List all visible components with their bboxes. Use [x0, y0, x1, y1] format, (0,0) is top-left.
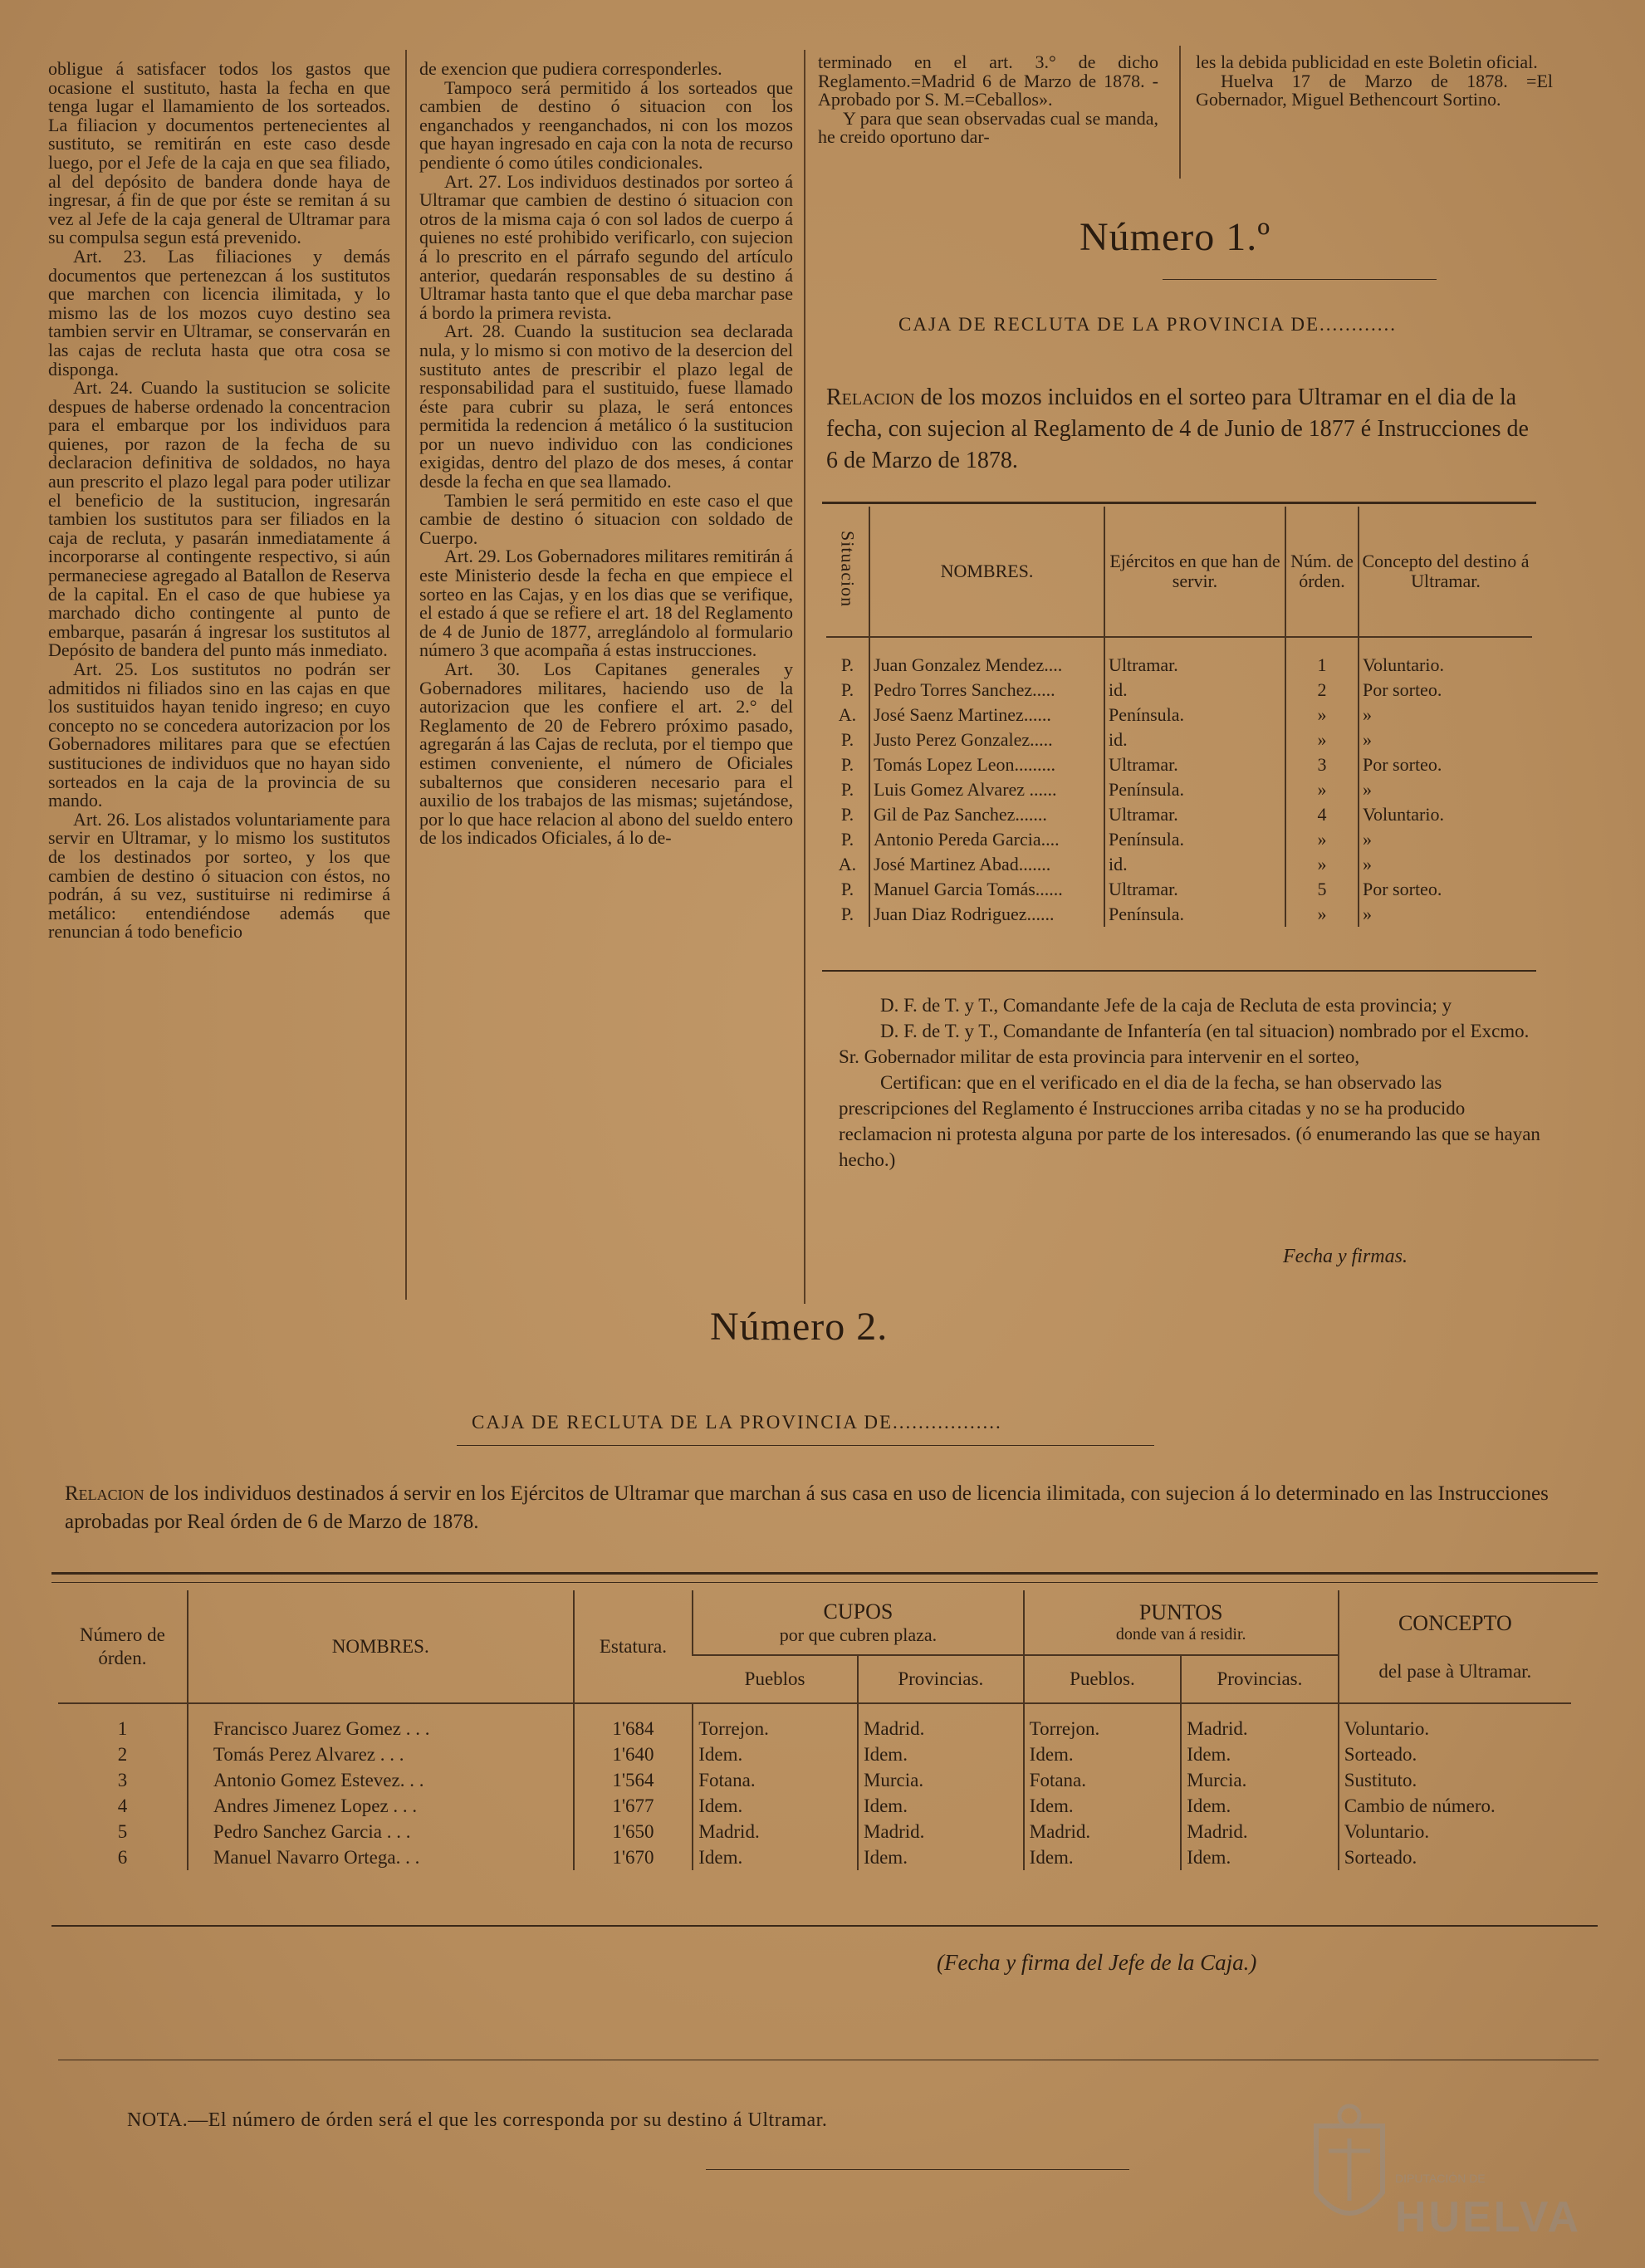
article-23: Art. 23. Las filiaciones y demás documentos que pertenezcan á los sustitutos que marchen con licencia ilimitada, y lo mismo las de los mozos cuyo destino sea tambien servir en Ultramar, se conservarán en las cajas de recluta hasta que otra cosa se disponga. [48, 245, 390, 380]
cell-estatura: 1'670 [574, 1844, 693, 1870]
cell-punto-pueblo: Torrejon. [1024, 1703, 1182, 1741]
cell-punto-provincia: Idem. [1181, 1793, 1339, 1819]
article-29: Art. 29. Los Gobernadores militares remitirán á este Ministerio desde la fecha en que empiece el sorteo en las Cajas, y en los dias que se verifique, el estado á que se refiere el art. 18 del Reglamento de 4 de Junio de 1877, arreglándolo al formulario número 3 que acompaña á estas instrucciones. [419, 546, 793, 661]
cell-situacion: A. [838, 704, 857, 725]
paragraph: Certifican: que en el verificado en el dia de la fecha, se han observado las prescripciones del Reglamento é Instrucciones arriba citadas y no se ha producido reclamacion ni protesta alguna por parte de los interesados. (ó enumerando las que se hayan hecho.) [839, 1072, 1540, 1170]
table-row [58, 1703, 1571, 1741]
cell-cupo-pueblo: Madrid. [693, 1819, 858, 1844]
cell-punto-provincia: Murcia. [1181, 1767, 1339, 1793]
cell-num-orden: 3 [117, 1769, 128, 1790]
cell-ejercito: Península. [1104, 902, 1285, 927]
cell-num-orden: 4 [1285, 802, 1359, 827]
cell-concepto: Voluntario. [1339, 1819, 1571, 1844]
cell-concepto: Voluntario. [1359, 802, 1532, 827]
col-header-cupos: CUPOS por que cubren plaza. [693, 1590, 1023, 1655]
column-rule [1179, 46, 1181, 179]
cell-situacion: P. [840, 879, 854, 899]
column-rule [804, 50, 805, 1304]
cell-concepto: » [1359, 852, 1532, 877]
cell-concepto: Sustituto. [1339, 1767, 1571, 1793]
cell-concepto: » [1359, 777, 1532, 802]
cell-punto-provincia: Madrid. [1181, 1703, 1339, 1741]
relacion-text: de los mozos incluidos en el sorteo para Ultramar en el dia de la fecha, con sujecion al Reglamento de 4 de Junio de 1877 é Instrucciones de 6 de Marzo de 1878. [826, 385, 1529, 473]
cell-nombre: Manuel Navarro Ortega. . . [188, 1844, 574, 1870]
table-bottom-rule [822, 970, 1536, 972]
cell-concepto: » [1359, 703, 1532, 727]
cell-situacion: P. [840, 779, 854, 800]
relacion-text: de los individuos destinados á servir en los Ejércitos de Ultramar que marchan á sus casa en uso de licencia ilimitada, con sujecion á lo determinado en las Instrucciones aprobadas por Real órden de 6 de Marzo de 1878. [65, 1482, 1549, 1533]
article-24: Art. 24. Cuando la sustitucion se solicite despues de haberse ordenado la concentracion para el embarque por los individuos para quienes, por razon de la fecha de su declaracion definitiva de soldados, no haya aun prescrito el plazo legal para poder utilizar el beneficio de la sustitucion, ingresarán tambien los sustitutos para ser filiados en la caja de recluta, y pasarán inmediatamente á incorporarse al contingente respectivo, si aún permaneciese agregado al Batallon de Reserva de la capital. En el caso de que hubiese ya marchado dicho contingente al punto de embarque, pasarán á ingresar los sustitutos al Depósito de bandera del punto más inmediato. [48, 377, 390, 661]
stamp-subtext: DIPUTACIÓN DE [1395, 2172, 1486, 2185]
cell-num-orden: » [1285, 902, 1359, 927]
cell-nombre: Pedro Sanchez Garcia . . . [188, 1819, 574, 1844]
col-header-provincias: Provincias. [858, 1655, 1024, 1703]
cell-nombre: Justo Perez Gonzalez..... [869, 727, 1104, 752]
cell-situacion: P. [840, 729, 854, 750]
form1-table [826, 507, 1532, 927]
cell-nombre: Antonio Gomez Estevez. . . [188, 1767, 574, 1793]
cell-num-orden: » [1285, 703, 1359, 727]
paragraph: Tampoco será permitido á los sorteados que cambien de destino ó situacion con los enganchados y reenganchados, ni con los mozos que hayan ingresado en caja con la nota de recurso pendiente ó como útiles condicionales. [419, 76, 793, 173]
table-row [826, 727, 1532, 752]
cell-ejercito: id. [1104, 727, 1285, 752]
table-row [826, 902, 1532, 927]
col-header-ejercitos: Ejércitos en que han de servir. [1104, 507, 1285, 637]
cell-ejercito: Ultramar. [1104, 752, 1285, 777]
cell-nombre: Pedro Torres Sanchez..... [869, 678, 1104, 703]
table-row [826, 777, 1532, 802]
cell-nombre: José Martinez Abad....... [869, 852, 1104, 877]
cell-punto-pueblo: Idem. [1024, 1741, 1182, 1767]
col-header-nombres: NOMBRES. [188, 1590, 574, 1703]
paragraph: terminado en el art. 3.° de dicho Reglamento.=Madrid 6 de Marzo de 1878. -Aprobado por S. M.=Ceballos». [818, 51, 1158, 110]
cell-cupo-provincia: Madrid. [858, 1703, 1024, 1741]
col-header-num-orden: Número de órden. [80, 1624, 165, 1668]
cell-concepto: » [1359, 827, 1532, 852]
table-row [826, 877, 1532, 902]
cell-cupo-pueblo: Idem. [693, 1793, 858, 1819]
table-row [58, 1819, 1571, 1844]
table-row [826, 703, 1532, 727]
relacion-lead: Relacion [826, 385, 915, 410]
cell-concepto: » [1359, 727, 1532, 752]
signature-paragraph: Huelva 17 de Marzo de 1878. =El Gobernador, Miguel Bethencourt Sortino. [1196, 70, 1553, 110]
cell-ejercito: Ultramar. [1104, 637, 1285, 678]
col-header-nombres: NOMBRES. [869, 507, 1104, 637]
cell-nombre: Francisco Juarez Gomez . . . [188, 1703, 574, 1741]
cell-punto-pueblo: Idem. [1024, 1844, 1182, 1870]
cell-nombre: Andres Jimenez Lopez . . . [188, 1793, 574, 1819]
table-row [58, 1793, 1571, 1819]
cell-num-orden: 1 [117, 1717, 128, 1739]
form1-caja-heading: CAJA DE RECLUTA DE LA PROVINCIA DE............ [898, 314, 1398, 335]
cell-nombre: Gil de Paz Sanchez....... [869, 802, 1104, 827]
cell-num-orden: 2 [1285, 678, 1359, 703]
divider [1163, 279, 1437, 280]
paragraph: les la debida publicidad en este Boletin oficial. [1196, 51, 1538, 72]
form2-fecha-firma: (Fecha y firma del Jefe de la Caja.) [937, 1950, 1257, 1975]
cell-cupo-pueblo: Idem. [693, 1844, 858, 1870]
cell-ejercito: Ultramar. [1104, 877, 1285, 902]
table-row [826, 827, 1532, 852]
text-column-3 [818, 53, 1158, 147]
cell-situacion: P. [840, 829, 854, 850]
cell-num-orden: 6 [117, 1846, 128, 1868]
cell-num-orden: 5 [117, 1820, 128, 1842]
cell-num-orden: » [1285, 852, 1359, 877]
coat-of-arms-icon [1304, 2101, 1395, 2242]
cell-estatura: 1'564 [574, 1767, 693, 1793]
col-header-puntos: PUNTOS donde van á residir. [1024, 1590, 1339, 1655]
stamp-text: HUELVA [1395, 2193, 1582, 2241]
table-top-rule [822, 502, 1536, 504]
cell-estatura: 1'650 [574, 1819, 693, 1844]
divider [706, 2169, 1129, 2170]
cell-concepto: Voluntario. [1359, 637, 1532, 678]
cell-num-orden: » [1285, 827, 1359, 852]
cell-nombre: Antonio Pereda Garcia.... [869, 827, 1104, 852]
cell-cupo-pueblo: Fotana. [693, 1767, 858, 1793]
cell-cupo-pueblo: Idem. [693, 1741, 858, 1767]
text-column-4 [1196, 53, 1553, 110]
cell-punto-pueblo: Madrid. [1024, 1819, 1182, 1844]
cell-cupo-provincia: Idem. [858, 1741, 1024, 1767]
cell-estatura: 1'640 [574, 1741, 693, 1767]
relacion-lead: Relacion [65, 1482, 144, 1505]
cell-ejercito: Península. [1104, 777, 1285, 802]
cell-situacion: P. [840, 654, 854, 675]
table-row [826, 637, 1532, 678]
table-bottom-rule [51, 1925, 1598, 1927]
col-header-concepto: CONCEPTO del pase à Ultramar. [1339, 1590, 1571, 1703]
cell-situacion: P. [840, 754, 854, 775]
cell-concepto: Por sorteo. [1359, 752, 1532, 777]
cell-concepto: Voluntario. [1339, 1703, 1571, 1741]
col-header-pueblos: Pueblos [744, 1668, 805, 1689]
cell-num-orden: 1 [1285, 637, 1359, 678]
paragraph: obligue á satisfacer todos los gastos que ocasione el sustituto, hasta la fecha en que tenga lugar el llamamiento de los sorteados. La filiacion y documentos pertenecientes al sustituto, se remitirán en este caso desde luego, por el Jefe de la caja en que sea filiado, al del depósito de bandera donde haya de ingresar, á fin de que por éste se remitan á su vez al Jefe de la caja general de Ultramar para su compulsa segun está prevenido. [48, 58, 390, 248]
table-row [58, 1844, 1571, 1870]
cell-cupo-provincia: Idem. [858, 1793, 1024, 1819]
form2-title: Número 2. [710, 1305, 889, 1349]
cell-cupo-provincia: Madrid. [858, 1819, 1024, 1844]
column-rule [405, 50, 407, 1300]
cell-punto-pueblo: Idem. [1024, 1793, 1182, 1819]
cell-ejercito: Península. [1104, 703, 1285, 727]
cell-estatura: 1'684 [574, 1703, 693, 1741]
paragraph: D. F. de T. y T., Comandante Jefe de la caja de Recluta de esta provincia; y [880, 995, 1452, 1016]
cell-situacion: A. [838, 854, 857, 874]
col-header-num-orden: Núm. de órden. [1285, 507, 1359, 637]
cell-num-orden: 2 [117, 1743, 128, 1765]
cell-ejercito: id. [1104, 678, 1285, 703]
cell-punto-provincia: Idem. [1181, 1844, 1339, 1870]
cell-punto-pueblo: Fotana. [1024, 1767, 1182, 1793]
col-header-estatura: Estatura. [574, 1590, 693, 1703]
cell-concepto: Por sorteo. [1359, 877, 1532, 902]
table-row [58, 1741, 1571, 1767]
table-row [826, 802, 1532, 827]
article-28: Art. 28. Cuando la sustitucion sea declarada nula, y lo mismo si con motivo de la desercion del sustituto antes de prescribir el plazo legal de responsabilidad para el sustituido, fuese llamado éste para cubrir su plaza, le será entonces permitida la redencion á metálico ó la sustitucion por un nuevo individuo con las condiciones exigidas, dentro del plazo de dos meses, á contar desde la fecha en que sea llamado. [419, 321, 793, 492]
cell-num-orden: 4 [117, 1795, 128, 1816]
article-30: Art. 30. Los Capitanes generales y Gobernadores militares, haciendo uso de la autorizacion que les confiere el art. 2.° del Reglamento de 20 de Febrero próximo pasado, agregarán á las Cajas de recluta, por el tiempo que estimen conveniente, el número de Oficiales subalternos que consideren necesario para el auxilio de los trabajos de las mismas; sujetándose, por lo que hace relacion al abono del sueldo entero de los indicados Oficiales, á lo de- [419, 659, 793, 849]
cell-nombre: Juan Diaz Rodriguez...... [869, 902, 1104, 927]
col-header-provincias: Provincias. [1181, 1655, 1339, 1703]
cell-nombre: Manuel Garcia Tomás...... [869, 877, 1104, 902]
form1-relacion [826, 382, 1540, 477]
article-27: Art. 27. Los individuos destinados por sorteo á Ultramar que cambien de destino ó situacion con otros de la misma caja ó con sol lados de cuerpo á quienes no esté prohibido verificarlo, con sujecion á lo prescrito en el párrafo segundo del artículo anterior, quedarán responsables de su destino á Ultramar hasta tanto que el que deba marchar pase á bordo la primera revista. [419, 170, 793, 323]
cell-nombre: Tomás Perez Alvarez . . . [188, 1741, 574, 1767]
col-header-concepto: Concepto del destino á Ultramar. [1359, 507, 1532, 637]
cell-concepto: » [1359, 902, 1532, 927]
paragraph: Tambien le será permitido en este caso el que cambie de destino ó situacion con soldado de Cuerpo. [419, 489, 793, 548]
cell-num-orden: » [1285, 777, 1359, 802]
cell-nombre: Tomás Lopez Leon......... [869, 752, 1104, 777]
cell-num-orden: » [1285, 727, 1359, 752]
cell-nombre: Luis Gomez Alvarez ...... [869, 777, 1104, 802]
form2-relacion [65, 1480, 1559, 1536]
table-top-rule [51, 1572, 1598, 1575]
form2-caja-heading: CAJA DE RECLUTA DE LA PROVINCIA DE................. [472, 1412, 1002, 1433]
cell-cupo-provincia: Murcia. [858, 1767, 1024, 1793]
cell-punto-provincia: Madrid. [1181, 1819, 1339, 1844]
cell-punto-provincia: Idem. [1181, 1741, 1339, 1767]
form1-title: Número 1.º [1080, 215, 1271, 259]
cell-num-orden: 3 [1285, 752, 1359, 777]
table-row [58, 1767, 1571, 1793]
cell-nombre: José Saenz Martinez...... [869, 703, 1104, 727]
form2-nota: NOTA.—El número de órden será el que les corresponda por su destino á Ultramar. [127, 2109, 828, 2131]
col-header-situacion: Situacion [837, 531, 859, 608]
text-column-1 [48, 60, 390, 942]
cell-concepto: Sorteado. [1339, 1741, 1571, 1767]
table-row [826, 752, 1532, 777]
cell-ejercito: Península. [1104, 827, 1285, 852]
table-row [826, 678, 1532, 703]
col-header-pueblos: Pueblos. [1024, 1655, 1182, 1703]
form1-fecha-firmas: Fecha y firmas. [1283, 1246, 1408, 1267]
article-26: Art. 26. Los alistados voluntariamente para servir en Ultramar, y lo mismo los sustitutos de los destinados por sorteo, y los que cambien de destino ó situacion con éstos, no podrán, á su vez, sustituirse ni redimirse á metálico: entendiéndose además que renuncian á todo beneficio [48, 808, 390, 943]
cell-ejercito: Ultramar. [1104, 802, 1285, 827]
paragraph: D. F. de T. y T., Comandante de Infantería (en tal situacion) nombrado por el Excmo. Sr. Gobernador militar de esta provincia para intervenir en el sorteo, [839, 1021, 1530, 1067]
paragraph: de exencion que pudiera corresponderles. [419, 58, 722, 79]
paragraph: Y para que sean observadas cual se manda, he creido oportuno dar- [818, 107, 1158, 148]
table-top-rule-thin [51, 1582, 1598, 1583]
cell-situacion: P. [840, 904, 854, 924]
table-row [826, 852, 1532, 877]
text-column-2 [419, 60, 793, 848]
archive-stamp [1304, 2101, 1582, 2251]
cell-situacion: P. [840, 804, 854, 825]
cell-concepto: Sorteado. [1339, 1844, 1571, 1870]
cell-ejercito: id. [1104, 852, 1285, 877]
divider [457, 1445, 1154, 1446]
cell-num-orden: 5 [1285, 877, 1359, 902]
cell-nombre: Juan Gonzalez Mendez.... [869, 637, 1104, 678]
cell-estatura: 1'677 [574, 1793, 693, 1819]
cell-situacion: P. [840, 679, 854, 700]
cell-concepto: Por sorteo. [1359, 678, 1532, 703]
article-25: Art. 25. Los sustitutos no podrán ser admitidos ni filiados sino en las cajas en que los sustituidos hayan tenido ingreso; en cuyo concepto no se concedera autorizacion por los Gobernadores militares para que se efectúen sustituciones de individuos que no hayan sido sorteados en la caja de la provincia de su mando. [48, 659, 390, 811]
cell-cupo-pueblo: Torrejon. [693, 1703, 858, 1741]
cell-cupo-provincia: Idem. [858, 1844, 1024, 1870]
cell-concepto: Cambio de número. [1339, 1793, 1571, 1819]
form2-table [58, 1590, 1571, 1870]
form1-certification [839, 992, 1553, 1173]
